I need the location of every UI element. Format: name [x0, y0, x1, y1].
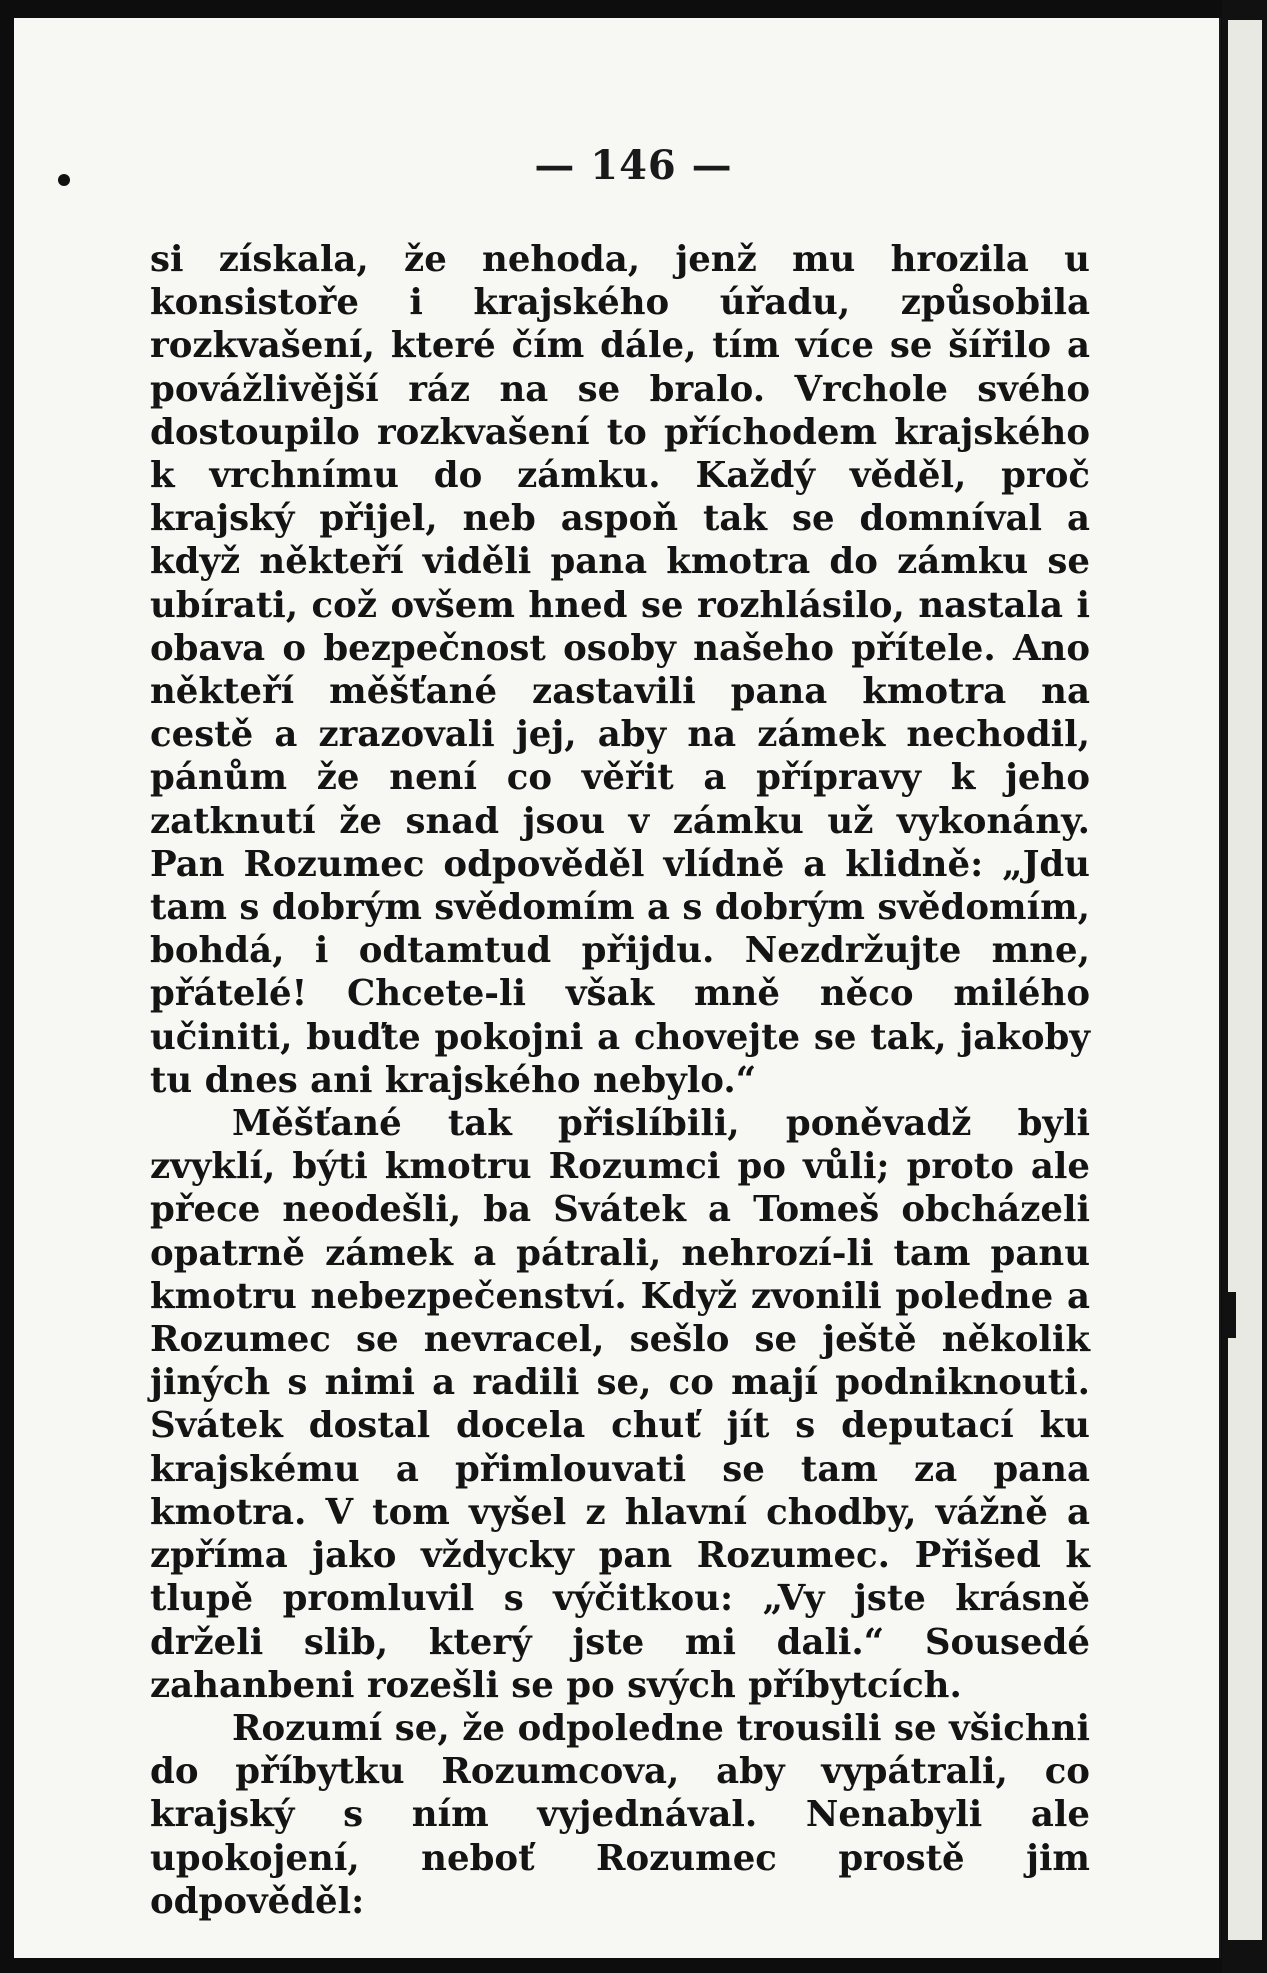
facing-page-edge	[1222, 0, 1267, 1973]
body-text	[150, 238, 1090, 1923]
paragraph-1: si získala, že nehoda, jenž mu hrozila u konsistoře i krajského úřadu, způsobila rozkvašení, které čím dále, tím více se šířilo a povážlivější ráz na se bralo. Vrchole svého dostoupilo rozkvašení to příchodem krajského k vrchnímu do zámku. Každý věděl, proč krajský přijel, neb aspoň tak se domníval a když někteří viděli pana kmotra do zámku se ubírati, což ovšem hned se rozhlásilo, nastala i obava o bezpečnost osoby našeho přítele. Ano někteří měšťané zastavili pana kmotra na cestě a zrazovali jej, aby na zámek nechodil, pánům že není co věřit a přípravy k jeho zatknutí že snad jsou v zámku už vykonány. Pan Rozumec odpověděl vlídně a klidně: „Jdu tam s dobrým svědomím a s dobrým svědomím, bohdá, i odtamtud přijdu. Nezdržujte mne, přátelé! Chcete-li však mně něco milého učiniti, buďte pokojni a chovejte se tak, jakoby tu dnes ani krajského nebylo.“	[150, 239, 1090, 1101]
page-edge-mark	[1228, 1292, 1236, 1338]
paragraph-2: Měšťané tak přislíbili, poněvadž byli zvyklí, býti kmotru Rozumci po vůli; proto ale přece neodešli, ba Svátek a Tomeš obcházeli opatrně zámek a pátrali, nehrozí-li tam panu kmotru nebezpečenství. Když zvonili poledne a Rozumec se nevracel, sešlo se ještě několik jiných s nimi a radili se, co mají podniknouti. Svátek dostal docela chuť jít s deputací ku krajskému a přimlouvati se tam za pana kmotra. V tom vyšel z hlavní chodby, vážně a zpříma jako vždycky pan Rozumec. Přišed k tlupě promluvil s výčitkou: „Vy jste krásně drželi slib, který jste mi dali.“ Sousedé zahanbeni rozešli se po svých příbytcích.	[150, 1103, 1090, 1706]
paragraph-3: Rozumí se, že odpoledne trousili se všichni do příbytku Rozumcova, aby vypátrali, co krajský s ním vyjednával. Nenabyli ale upokojení, neboť Rozumec prostě jim odpověděl:	[150, 1707, 1090, 1922]
page-number: — 146 —	[534, 142, 733, 189]
